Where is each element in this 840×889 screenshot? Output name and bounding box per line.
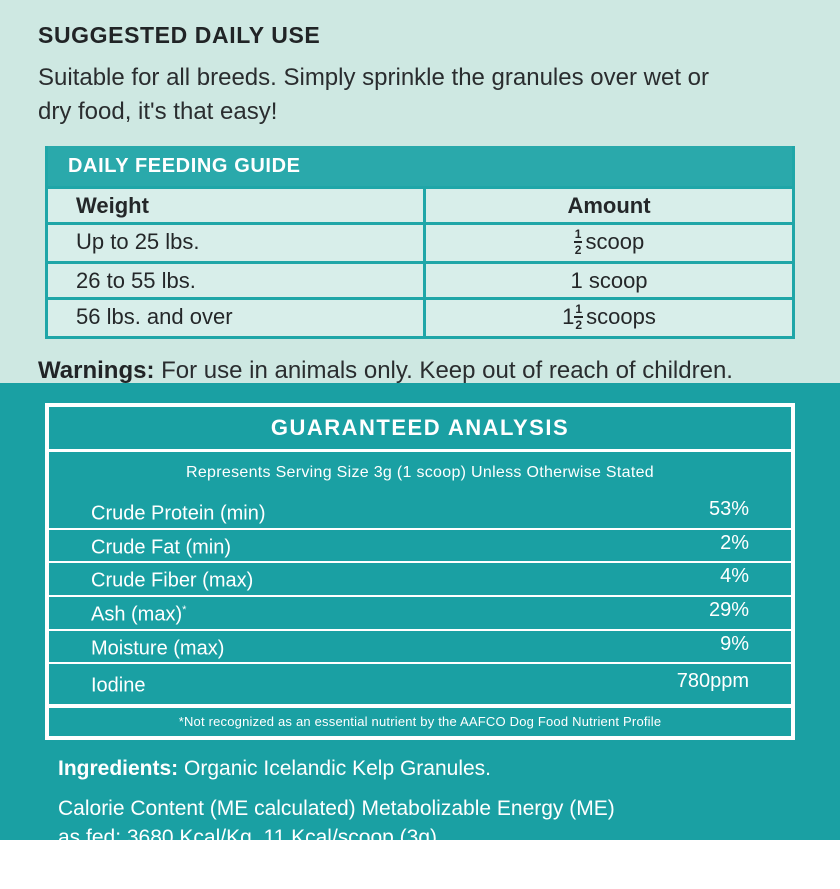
- calorie-line-1: Calorie Content (ME calculated) Metabolizable Energy (ME): [58, 796, 615, 820]
- calorie-line-2: as fed: 3680 Kcal/Kg, 11 Kcal/scoop (3g): [58, 825, 438, 849]
- calorie-content: [0, 794, 840, 852]
- suggested-use-section: [0, 0, 840, 383]
- feeding-table-title: DAILY FEEDING GUIDE: [48, 146, 792, 186]
- page-title: SUGGESTED DAILY USE: [38, 22, 321, 48]
- ingredients-value: Organic Icelandic Kelp Granules.: [178, 756, 492, 780]
- amount-prefix: 1: [570, 268, 583, 294]
- analysis-row: [49, 496, 791, 530]
- analysis-row: [49, 664, 791, 704]
- fraction: $\frac{1}{2}$: [574, 227, 582, 258]
- column-header-weight: Weight: [48, 189, 426, 222]
- intro-line-1: Suitable for all breeds. Simply sprinkle the granules over wet or: [38, 64, 709, 91]
- nutrient-label: Crude Fat (min): [91, 536, 232, 559]
- warnings-text: [38, 357, 802, 385]
- nutrient-label: Ash (max)*: [91, 603, 187, 626]
- column-header-amount: Amount: [567, 193, 651, 218]
- aafco-footnote: *Not recognized as an essential nutrient by the AAFCO Dog Food Nutrient Profile: [49, 704, 791, 736]
- nutrient-value: 29%: [708, 598, 749, 621]
- weight-cell: 26 to 55 lbs.: [48, 264, 426, 297]
- nutrient-value: 780ppm: [676, 670, 749, 693]
- ingredients-label: Ingredients:: [58, 756, 179, 780]
- weight-cell: Up to 25 lbs.: [48, 225, 426, 261]
- nutrient-label: Iodine: [91, 674, 146, 697]
- nutrient-label: Crude Protein (min): [91, 502, 266, 525]
- nutrient-value: 53%: [708, 498, 749, 520]
- table-row: [48, 261, 792, 297]
- amount-cell: [426, 264, 792, 297]
- nutrient-label: Crude Fiber (max): [91, 569, 254, 592]
- nutrient-value: 4%: [720, 565, 749, 588]
- ingredients-line: [0, 756, 840, 782]
- table-row: [48, 297, 792, 336]
- weight-cell: 56 lbs. and over: [48, 300, 426, 336]
- guaranteed-analysis-title: GUARANTEED ANALYSIS: [49, 407, 791, 452]
- nutrient-value: 2%: [720, 531, 749, 554]
- guaranteed-analysis-section: [0, 383, 840, 887]
- analysis-row: [49, 631, 791, 665]
- nutrient-label: Moisture (max): [91, 637, 225, 660]
- nutrient-value: 9%: [720, 632, 749, 655]
- table-header-row: [48, 186, 792, 222]
- guaranteed-analysis-panel: [45, 403, 795, 740]
- amount-unit: scoop: [588, 268, 648, 294]
- intro-line-2: dry food, it's that easy!: [38, 98, 278, 125]
- serving-size-note: Represents Serving Size 3g (1 scoop) Unless Otherwise Stated: [186, 464, 654, 481]
- analysis-row: [49, 530, 791, 564]
- fraction: $\frac{1}{2}$: [575, 302, 583, 333]
- warnings-body: For use in animals only. Keep out of reach of children.: [154, 357, 733, 385]
- amount-unit: scoop: [585, 229, 645, 254]
- warnings-label: Warnings:: [38, 357, 155, 385]
- amount-unit: scoops: [586, 304, 656, 330]
- amount-cell: [426, 300, 792, 336]
- amount-cell: [426, 225, 792, 261]
- analysis-rows: [49, 496, 791, 704]
- table-row: [48, 222, 792, 261]
- analysis-row: [49, 563, 791, 597]
- supplemental-feeding-note: This product is intended for intermittent or supplemental feeding only.: [58, 864, 670, 887]
- intro-text: [38, 61, 802, 129]
- amount-prefix: 1: [562, 304, 575, 330]
- daily-feeding-guide-table: [45, 146, 795, 339]
- analysis-row: [49, 597, 791, 631]
